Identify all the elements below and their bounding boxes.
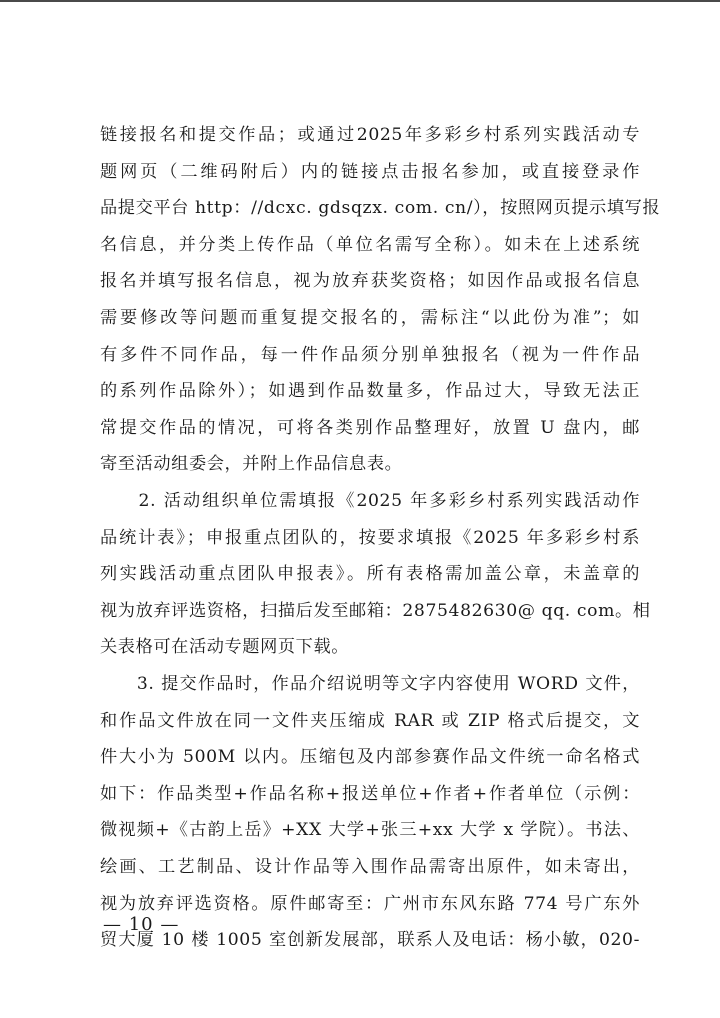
text-line: 列实践活动重点团队申报表》。所有表格需加盖公章，未盖章的 xyxy=(100,564,640,585)
text-line: 件大小为 500M 以内。压缩包及内部参赛作品文件统一命名格式 xyxy=(100,747,640,768)
text-line: 题网页（二维码附后）内的链接点击报名参加，或直接登录作 xyxy=(100,161,640,182)
paragraph-3 xyxy=(100,666,640,959)
text-line: 品提交平台 http：//dcxc. gdsqzx. com. cn/），按照网页提示填写报 xyxy=(100,198,661,219)
text-line: 常提交作品的情况，可将各类别作品整理好，放置 U 盘内，邮 xyxy=(100,417,640,438)
text-line: 贸大厦 10 楼 1005 室创新发展部，联系人及电话：杨小敏，020- xyxy=(100,930,640,951)
text-line: 视为放弃评选资格。原件邮寄至：广州市东风东路 774 号广东外 xyxy=(100,893,640,914)
text-line: 报名并填写报名信息，视为放弃获奖资格；如因作品或报名信息 xyxy=(100,271,640,292)
text-line: 2. 活动组织单位需填报《2025 年多彩乡村系列实践活动作 xyxy=(100,491,640,511)
text-line: 的系列作品除外）；如遇到作品数量多，作品过大，导致无法正 xyxy=(100,381,640,402)
text-line: 绘画、工艺制品、设计作品等入围作品需寄出原件，如未寄出， xyxy=(100,856,640,877)
text-line: 名信息，并分类上传作品（单位名需写全称）。如未在上述系统 xyxy=(100,234,640,255)
paragraph-2 xyxy=(100,483,651,666)
text-line: 需要修改等问题而重复提交报名的，需标注“以此份为准”；如 xyxy=(100,307,640,328)
text-line: 和作品文件放在同一文件夹压缩成 RAR 或 ZIP 格式后提交，文 xyxy=(100,710,640,731)
text-line: 如下：作品类型+作品名称+报送单位+作者+作者单位（示例： xyxy=(100,783,640,804)
text-line: 链接报名和提交作品；或通过2025年多彩乡村系列实践活动专 xyxy=(100,125,640,145)
text-line: 品统计表》；申报重点团队的，按要求填报《2025 年多彩乡村系 xyxy=(100,527,640,548)
text-line: 3. 提交作品时，作品介绍说明等文字内容使用 WORD 文件， xyxy=(100,674,640,694)
page-number: — 10 — xyxy=(103,914,180,935)
text-line: 关表格可在活动专题网页下载。 xyxy=(100,637,350,658)
text-line: 寄至活动组委会，并附上作品信息表。 xyxy=(100,454,403,475)
text-line: 微视频+《古韵上岳》+XX 大学+张三+xx 大学 x 学院）。书法、 xyxy=(100,820,640,841)
text-line: 有多件不同作品，每一件作品须分别单独报名（视为一件作品 xyxy=(100,344,640,365)
text-line: 视为放弃评选资格，扫描后发至邮箱：2875482630@ qq. com。相 xyxy=(100,600,651,621)
top-border-line xyxy=(0,0,720,2)
paragraph-1 xyxy=(100,117,661,483)
